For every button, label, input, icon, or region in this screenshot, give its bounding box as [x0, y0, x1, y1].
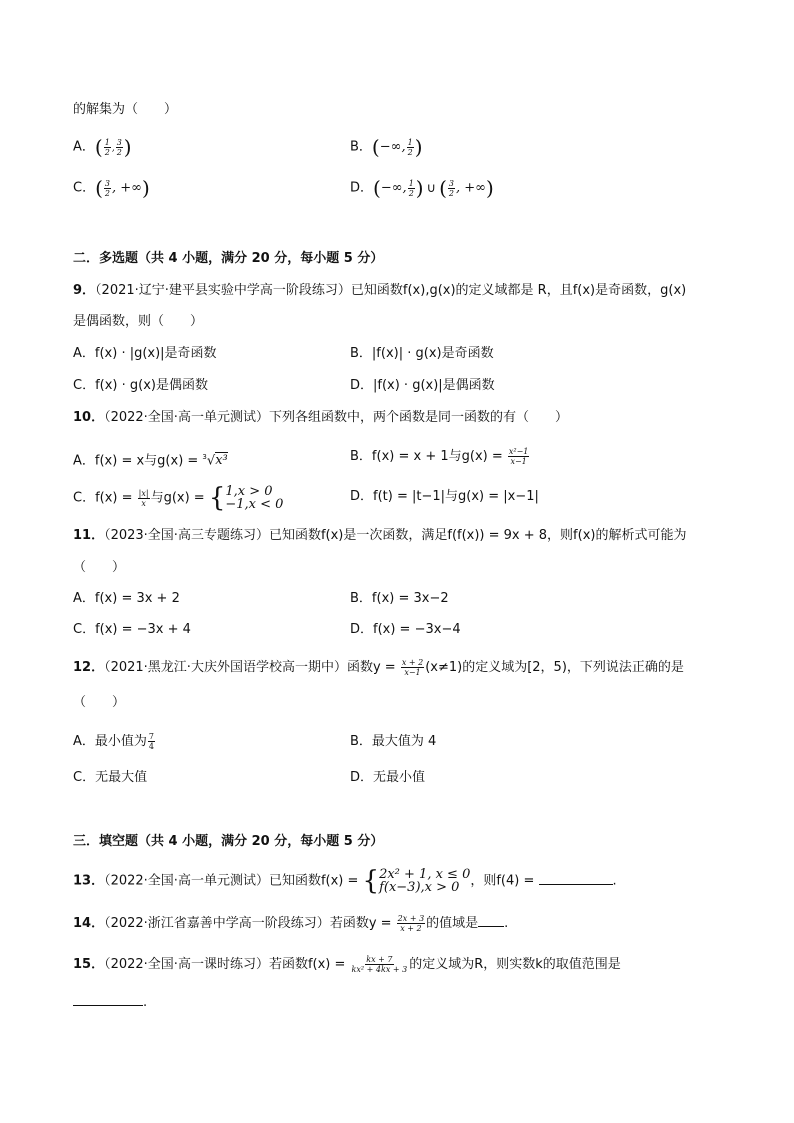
- q10-option-c[interactable]: C．f(x) = $\frac{|x|}{x}$ 与g(x) = { 1,x > 0 −1,x < 0: [73, 483, 284, 513]
- question-number: 15．: [73, 957, 105, 972]
- q12-option-a[interactable]: A．最小值为 $\frac{7}{4}$: [73, 732, 154, 751]
- q11-option-b[interactable]: B．f(x) = 3x−2: [350, 591, 449, 606]
- q9-option-c[interactable]: C．f(x) · g(x)是偶函数: [73, 378, 208, 393]
- answer-blank[interactable]: [539, 872, 613, 885]
- question-number: 14．: [73, 916, 105, 931]
- option-label: B．: [350, 139, 372, 155]
- option-label: C．: [73, 180, 96, 196]
- q11-option-d[interactable]: D．f(x) = −3x−4: [350, 622, 461, 637]
- q9-stem: 9．（2021·辽宁·建平县实验中学高一阶段练习）已知函数f(x),g(x)的定义域都是 R，且f(x)是奇函数，g(x): [73, 283, 687, 298]
- q15-stem: 15．（2022·全国·高一课时练习）若函数f(x) = $\frac{kx + 7}{\text{kx² + 4kx + 3}}$ 的定义域为R，则实数k的取值范围是: [73, 955, 621, 974]
- section-heading-multiple-choice: 二．多选题（共 4 小题，满分 20 分，每小题 5 分）: [73, 251, 384, 266]
- q11-option-c[interactable]: C．f(x) = −3x + 4: [73, 622, 191, 637]
- q8-stem-tail: 的解集为（ ）: [73, 102, 178, 117]
- question-number: 11．: [73, 528, 105, 543]
- answer-blank[interactable]: [73, 993, 143, 1006]
- question-number: 13．: [73, 873, 105, 889]
- q15-answer-line: .: [73, 993, 147, 1013]
- q8-option-d[interactable]: D．(−∞, $\frac{1}{2}$ ) ∪ ( $\frac{3}{2}$ , +∞): [350, 176, 494, 200]
- q8-option-b[interactable]: B．(−∞, $\frac{1}{2}$ ): [350, 135, 423, 159]
- question-number: 10．: [73, 410, 105, 425]
- q10-option-a[interactable]: A．f(x) = x与g(x) = $^3$√x³: [73, 453, 228, 469]
- q9-option-d[interactable]: D．|f(x) · g(x)|是偶函数: [350, 378, 495, 393]
- question-source: （2022·浙江省嘉善中学高一阶段练习）: [104, 916, 330, 931]
- q8-option-a[interactable]: A．( $\frac{1}{2}$ , $\frac{3}{2}$ ): [73, 135, 132, 159]
- question-source: （2021·黑龙江·大庆外国语学校高一期中）: [104, 660, 347, 675]
- q12-stem: 12．（2021·黑龙江·大庆外国语学校高一期中）函数y = $\frac{x + 2}{x-1}$ (x≠1)的定义域为[2，5)，下列说法正确的是: [73, 658, 684, 677]
- question-number: 9．: [73, 283, 96, 298]
- answer-blank[interactable]: [478, 914, 504, 927]
- question-source: （2022·全国·高一单元测试）: [104, 873, 269, 889]
- q13-stem: 13．（2022·全国·高一单元测试）已知函数f(x) = { 2x² + 1, x ≤ 0 f(x−3),x > 0 ，则f(4) = .: [73, 866, 617, 896]
- question-number: 12．: [73, 660, 105, 675]
- section-heading-fill-in: 三．填空题（共 4 小题，满分 20 分，每小题 5 分）: [73, 834, 384, 849]
- q10-option-b[interactable]: B．f(x) = x + 1与g(x) = $\frac{\text{x²−1}}{x-1}$: [350, 447, 529, 466]
- q11-option-a[interactable]: A．f(x) = 3x + 2: [73, 591, 180, 606]
- q9-option-a[interactable]: A．f(x) · |g(x)|是奇函数: [73, 346, 217, 361]
- option-label: A．: [73, 139, 95, 155]
- q10-option-d[interactable]: D．f(t) = |t−1|与g(x) = |x−1|: [350, 489, 539, 504]
- q12-option-c[interactable]: C．无最大值: [73, 770, 148, 785]
- q12-option-b[interactable]: B．最大值为 4: [350, 734, 437, 749]
- question-source: （2021·辽宁·建平县实验中学高一阶段练习）: [95, 283, 351, 298]
- q14-stem: 14．（2022·浙江省嘉善中学高一阶段练习）若函数y = $\frac{2x + 3}{x + 2}$ 的值域是 .: [73, 914, 509, 933]
- q11-stem-line2: （ ）: [73, 560, 126, 575]
- q9-option-b[interactable]: B．|f(x)| · g(x)是奇函数: [350, 346, 494, 361]
- q12-stem-line2: （ ）: [73, 695, 126, 710]
- q12-option-d[interactable]: D．无最小值: [350, 770, 426, 785]
- question-source: （2022·全国·高一单元测试）: [104, 410, 269, 425]
- option-label: D．: [350, 180, 374, 196]
- q9-stem-line2: 是偶函数，则（ ）: [73, 314, 204, 329]
- question-source: （2023·全国·高三专题练习）: [104, 528, 269, 543]
- q8-option-c[interactable]: C．( $\frac{3}{2}$ , +∞): [73, 176, 150, 200]
- q10-stem: 10．（2022·全国·高一单元测试）下列各组函数中，两个函数是同一函数的有（ ）: [73, 410, 568, 425]
- question-source: （2022·全国·高一课时练习）: [104, 957, 269, 972]
- q11-stem: 11．（2023·全国·高三专题练习）已知函数f(x)是一次函数，满足f(f(x)) = 9x + 8，则f(x)的解析式可能为: [73, 528, 687, 543]
